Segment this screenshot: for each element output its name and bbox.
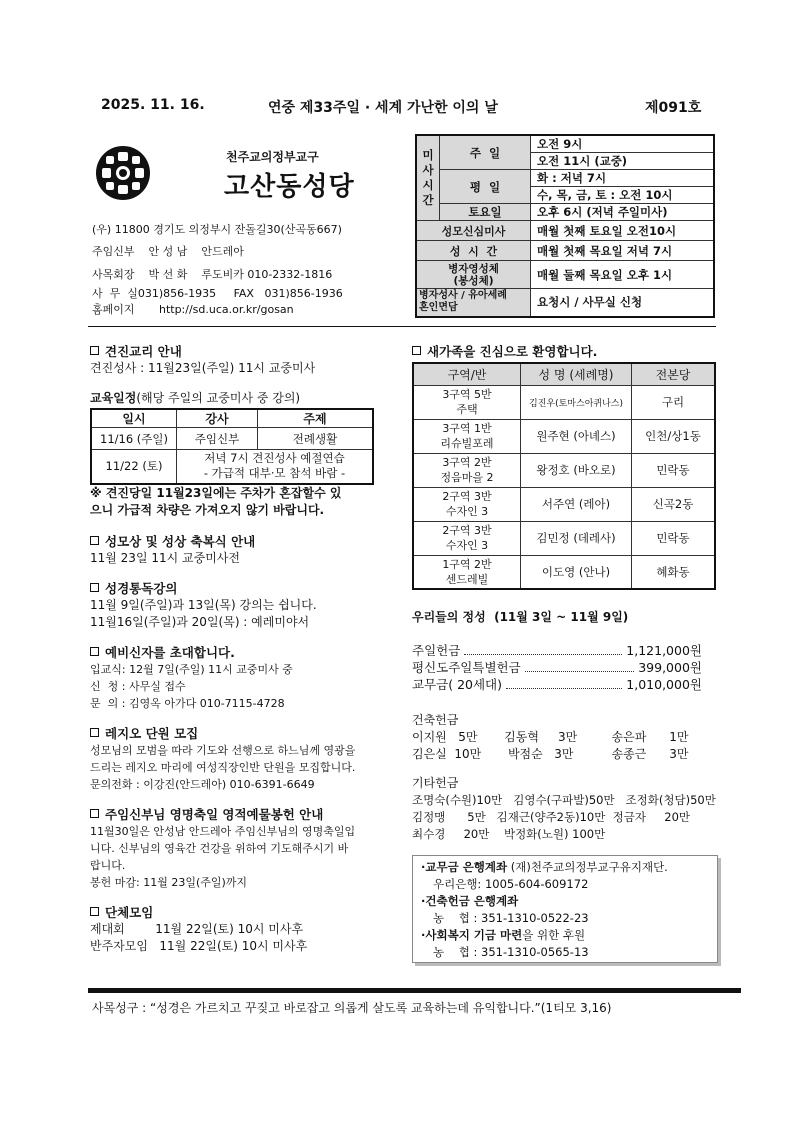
offerings-title: 우리들의 정성 (11월 3일 ~ 11월 9일)	[412, 610, 629, 624]
group-meeting-title: 단체모임	[90, 904, 390, 921]
bank-account: 농 협 : 351-1310-0565-13	[433, 945, 589, 959]
holy-hour-label: 성 시 간	[416, 241, 531, 261]
new-family-table	[412, 362, 716, 590]
header-divider	[88, 326, 716, 327]
catechumen-title: 예비신자를 초대합니다.	[90, 644, 390, 661]
table-row: 3구역 2반 정음마을 2 왕정호 (바오로) 민락동	[413, 453, 715, 487]
parish-name: 고산동성당	[224, 172, 355, 202]
feast-line: 랍니다.	[90, 858, 126, 872]
sick-communion-value: 매월 둘째 목요일 오후 1시	[531, 261, 715, 289]
bank-title: ·건축헌금 은행계좌	[421, 894, 519, 908]
weekday-mass-2: 수, 목, 금, 토 : 오전 10시	[531, 187, 715, 204]
other-offerings-line: 최수경 20만 박정화(노원) 100만	[412, 827, 606, 841]
table-row: 1구역 2반 센드레빌 이도영 (안나) 혜화동	[413, 555, 715, 589]
fam-header-prev: 전본당	[632, 363, 716, 385]
building-fund-line: 이지원 5만 김동혁 3만 송은파 1만	[412, 730, 689, 744]
new-family-title: 새가족을 진심으로 환영합니다.	[412, 343, 597, 360]
education-heading: 교육일정(해당 주일의 교중미사 중 강의)	[90, 391, 301, 405]
other-offerings	[412, 775, 716, 843]
feast-line: 니다. 신부님의 영육간 건강을 위하여 기도해주시기 바	[90, 841, 349, 855]
marian-mass-label: 성모신심미사	[416, 221, 531, 241]
diocese-name: 천주교의정부교구	[226, 150, 319, 164]
edu-header-speaker: 강사	[177, 409, 258, 428]
parking-notice-2: 으니 가급적 차량은 가져오지 않기 바랍니다.	[90, 502, 325, 517]
marian-mass-value: 매월 첫째 토요일 오전10시	[531, 221, 715, 241]
catechumen-line: 문 의 : 김영옥 아가다 010-7115-4728	[90, 696, 285, 710]
mass-time-label: 미 사 시 간	[416, 135, 440, 221]
edu-row-date: 11/22 (토)	[91, 450, 177, 484]
sunday-mass-2: 오전 11시 (교중)	[531, 153, 715, 170]
bulletin-date: 2025. 11. 16.	[101, 97, 205, 113]
blessing-title: 성모상 및 성상 축복식 안내	[90, 533, 390, 550]
offering-line: 주일헌금 1,121,000원	[412, 643, 702, 658]
legio-line: 드리는 레지오 마리에 여성직장인반 단원을 모집합니다.	[90, 760, 356, 774]
table-row: 3구역 1반 리슈빌포레 원주현 (아녜스) 인천/상1동	[413, 419, 715, 453]
weekday-mass-1: 화 : 저녁 7시	[531, 170, 715, 187]
weekday-label: 평 일	[440, 170, 531, 204]
parish-logo-icon	[95, 145, 151, 201]
saturday-label: 토요일	[440, 204, 531, 221]
table-row: 3구역 5반 주택 김진우(토마스아퀴나스) 구리	[413, 385, 715, 419]
sacraments-value: 요청시 / 사무실 신청	[531, 289, 715, 317]
holy-hour-value: 매월 첫째 목요일 저녁 7시	[531, 241, 715, 261]
building-fund-line: 김은실 10만 박점순 3만 송종근 3만	[412, 747, 689, 761]
fam-header-area: 구역/반	[413, 363, 521, 385]
saturday-mass: 오후 6시 (저녁 주일미사)	[531, 204, 715, 221]
sacraments-label: 병자성사 / 유아세례 혼인면담	[416, 289, 531, 317]
legio-line: 문의전화 : 이강진(안드레아) 010-6391-6649	[90, 777, 315, 791]
pastor-info: 주임신부 안 성 남 안드레아	[92, 245, 244, 258]
edu-row-rehearsal: 저녁 7시 견진성사 예절연습 - 가급적 대부·모 참석 바람 -	[177, 450, 374, 484]
table-row: 2구역 3반 수자인 3 김민정 (데레사) 민락동	[413, 521, 715, 555]
education-table	[90, 408, 374, 485]
other-offerings-title: 기타헌금	[412, 776, 459, 790]
group-meeting-line: 반주자모임 11월 22일(토) 10시 미사후	[90, 938, 308, 953]
edu-row-date: 11/16 (주일)	[91, 428, 177, 450]
building-fund-title: 건축헌금	[412, 713, 459, 727]
confirmation-title: 견진교리 안내	[90, 343, 390, 360]
parking-notice-1: ※ 견진당일 11월23일에는 주차가 혼잡할수 있	[90, 485, 342, 500]
confirmation-text: 견진성사 : 11월23일(주일) 11시 교중미사	[90, 361, 316, 375]
feast-line: 11월30일은 안성남 안드레아 주임신부님의 영명축일입	[90, 824, 356, 838]
bank-account: 우리은행: 1005-604-609172	[433, 877, 589, 891]
bank-accounts-box	[412, 855, 718, 963]
bank-title: ·사회복지 기금 마련을 위한 후원	[421, 928, 586, 942]
catechumen-line: 신 청 : 사무실 접수	[90, 679, 186, 693]
other-offerings-line: 조명숙(수원)10만 김영수(구파발)50만 조정화(청담)50만	[412, 793, 716, 807]
feast-line: 봉헌 마감: 11월 23일(주일)까지	[90, 875, 248, 889]
bible-lecture-title: 성경통독강의	[90, 580, 390, 597]
issue-number: 제091호	[645, 100, 702, 116]
council-info: 사목회장 박 선 화 루도비카 010-2332-1816	[92, 268, 333, 281]
offering-line: 교무금( 20세대) 1,010,000원	[412, 677, 702, 692]
edu-row-speaker: 주임신부	[177, 428, 258, 450]
fam-header-name: 성 명 (세례명)	[521, 363, 632, 385]
offering-line: 평신도주일특별헌금 399,000원	[412, 660, 702, 675]
edu-header-topic: 주제	[258, 409, 374, 428]
legio-title: 레지오 단원 모집	[90, 725, 390, 742]
footer-divider	[88, 988, 741, 993]
bank-account: 농 협 : 351-1310-0522-23	[433, 911, 589, 925]
sunday-label: 주 일	[440, 135, 531, 170]
building-fund	[412, 712, 688, 763]
parish-address: (우) 11800 경기도 의정부시 잔돌길30(산곡동667)	[92, 223, 342, 236]
table-row: 2구역 3반 수자인 3 서주연 (레아) 신곡2동	[413, 487, 715, 521]
group-meeting-line: 제대회 11월 22일(토) 10시 미사후	[90, 921, 304, 936]
offerings-list	[412, 642, 702, 693]
homepage-link[interactable]: 홈페이지 http://sd.uca.or.kr/gosan	[92, 303, 294, 316]
bank-title: ·교무금 은행계좌 (재)천주교의정부교구유지재단.	[421, 860, 668, 874]
bible-lecture-line: 11월16일(주일)과 20일(목) : 예레미야서	[90, 614, 310, 629]
feast-title: 주임신부님 영명축일 영적예물봉헌 안내	[90, 806, 390, 823]
mass-schedule-table	[415, 134, 715, 318]
catechumen-line: 입교식: 12월 7일(주일) 11시 교중미사 중	[90, 662, 293, 676]
office-info: 사 무 실031)856-1935 FAX 031)856-1936	[92, 287, 343, 300]
edu-header-date: 일시	[91, 409, 177, 428]
bulletin-title: 연중 제33주일 · 세계 가난한 이의 날	[268, 100, 498, 116]
sunday-mass-1: 오전 9시	[531, 135, 715, 153]
bible-lecture-line: 11월 9일(주일)과 13일(목) 강의는 쉽니다.	[90, 597, 317, 612]
pastoral-motto: 사목성구 : “성경은 가르치고 꾸짖고 바로잡고 의롭게 살도록 교육하는데 유익합니다.”(1티모 3,16)	[92, 1001, 612, 1015]
edu-row-topic: 전례생활	[258, 428, 374, 450]
sick-communion-label: 병자영성체 (봉성체)	[416, 261, 531, 289]
blessing-text: 11월 23일 11시 교중미사전	[90, 550, 240, 565]
legio-line: 성모님의 모범을 따라 기도와 선행으로 하느님께 영광을	[90, 743, 356, 757]
other-offerings-line: 김정맹 5만 김재근(양주2동)10만 정금자 20만	[412, 810, 690, 824]
